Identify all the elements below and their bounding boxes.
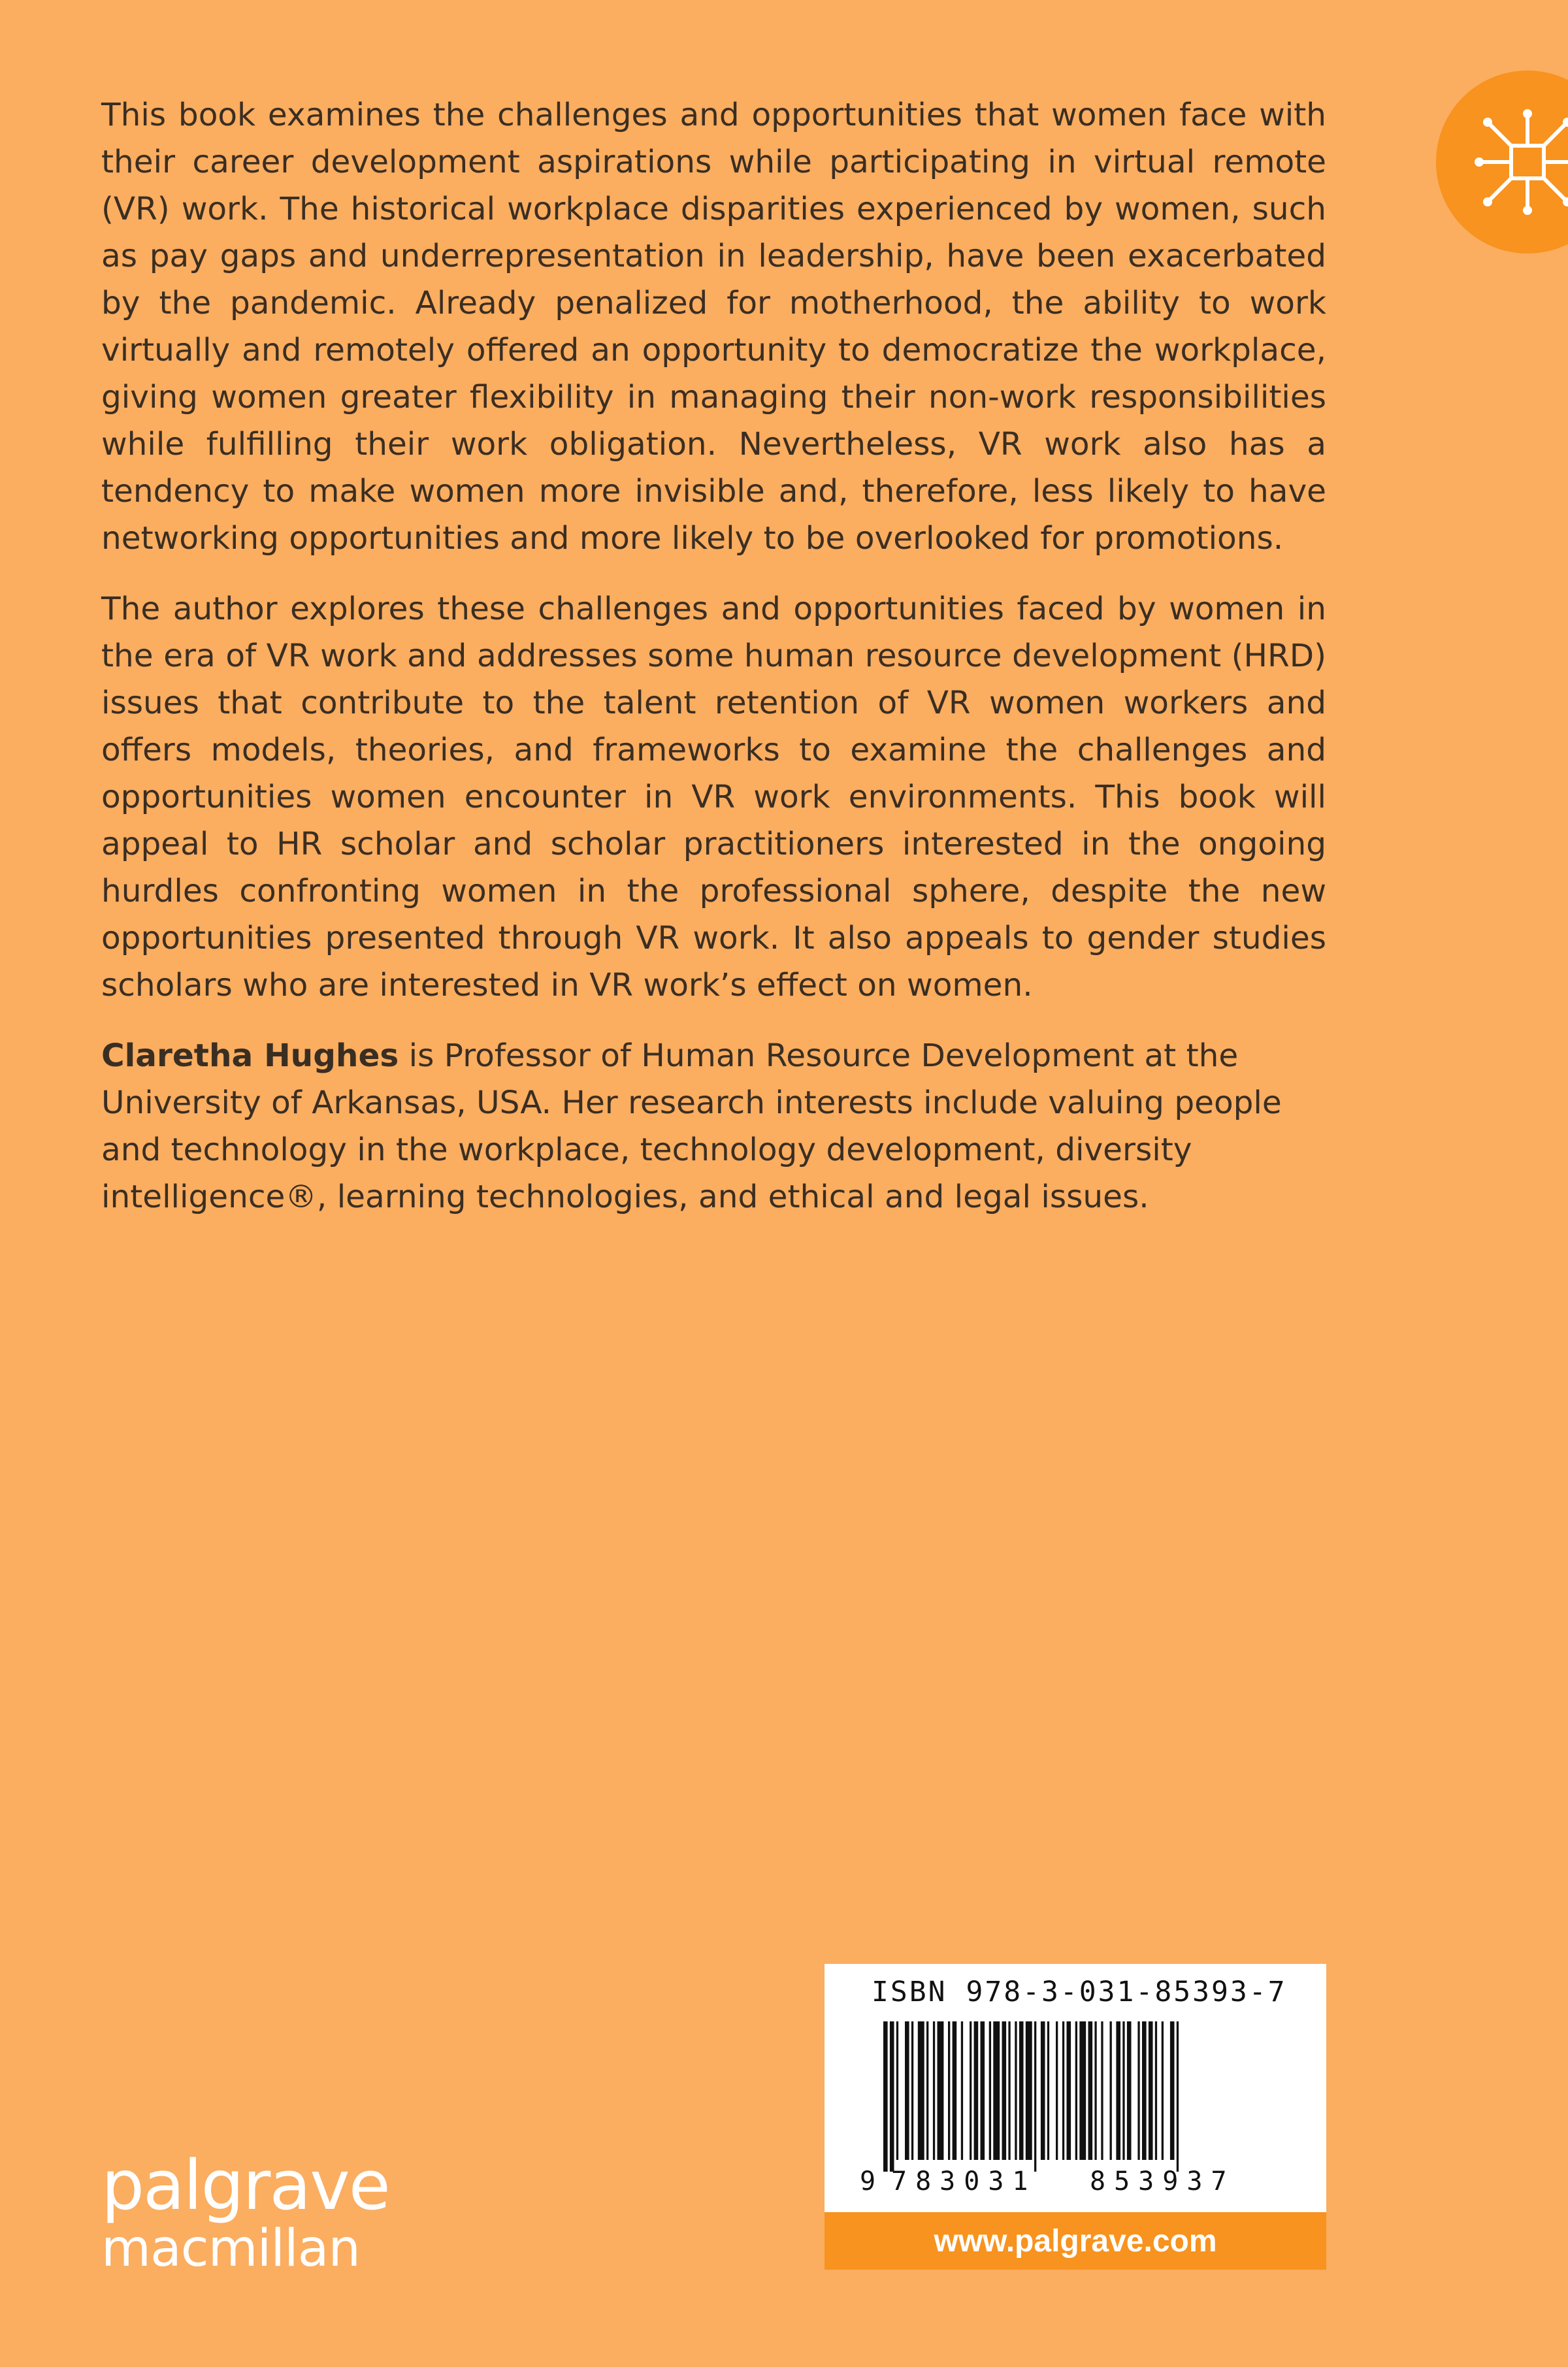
- barcode-right-digits: 853937: [1090, 2166, 1235, 2196]
- barcode-lead-digit: 9: [860, 2166, 876, 2196]
- author-bio-paragraph: [101, 1032, 1326, 1220]
- barcode-bar: [1149, 2021, 1153, 2160]
- back-cover-blurb: [101, 91, 1326, 1244]
- logo-line-palgrave: palgrave: [101, 2146, 389, 2225]
- barcode-bar: [926, 2021, 928, 2160]
- barcode-bar: [1047, 2021, 1049, 2160]
- barcode-bar: [974, 2021, 979, 2160]
- barcode-bar: [1041, 2021, 1045, 2160]
- barcode-bar: [896, 2021, 898, 2160]
- barcode-bar: [1067, 2021, 1071, 2160]
- barcode-graphic: [851, 2021, 1301, 2198]
- barcode-bar: [1137, 2021, 1139, 2160]
- blurb-paragraph-2: The author explores these challenges and opportunities faced by women in the era of VR work and addresses some human resource development (HRD) issues that contribute to the talent retention of VR women workers and offers models, theories, and frameworks to examine the challenges and opportunities women encounter in VR work environments. This book will appeal to HR scholar and scholar practitioners interested in the ongoing hurdles confronting women in the professional sphere, despite the new opportunities presented through VR work. It also appeals to gender studies scholars who are interested in VR work’s effect on women.: [101, 591, 1326, 1004]
- barcode-bar: [1075, 2021, 1077, 2160]
- barcode-bar: [1008, 2021, 1010, 2160]
- barcode-bar: [970, 2021, 972, 2160]
- barcode-bar: [890, 2021, 894, 2172]
- barcode-bar: [1056, 2021, 1058, 2160]
- barcode-bar: [1002, 2021, 1007, 2160]
- barcode-bar: [918, 2021, 924, 2160]
- barcode-bar: [1034, 2021, 1036, 2172]
- barcode-bar: [989, 2021, 991, 2160]
- barcode-bar: [993, 2021, 1000, 2160]
- barcode-bar: [1110, 2021, 1112, 2160]
- barcode-bar: [911, 2021, 913, 2160]
- publisher-url: www.palgrave.com: [934, 2223, 1217, 2259]
- barcode-bar: [1155, 2021, 1157, 2160]
- author-bio: is Professor of Human Resource Development at the University of Arkansas, USA. Her research interests include valuing people and technology in the workplace, technology development, diversity intelligence®, learning technologies, and ethical and legal issues.: [101, 1037, 1282, 1215]
- barcode-bar: [953, 2021, 957, 2160]
- barcode-bar: [948, 2021, 950, 2160]
- barcode-bar: [938, 2021, 944, 2160]
- barcode-bar: [961, 2021, 963, 2160]
- circuit-icon: [1470, 105, 1568, 220]
- barcode-bar: [1015, 2021, 1017, 2160]
- publisher-url-bar: [825, 2212, 1326, 2270]
- barcode-bar: [1122, 2021, 1124, 2160]
- barcode-bar: [1142, 2021, 1147, 2160]
- barcode-bar: [905, 2021, 909, 2160]
- barcode-bar: [1170, 2021, 1175, 2160]
- author-name: Claretha Hughes: [101, 1037, 399, 1074]
- barcode-bar: [1101, 2021, 1103, 2160]
- barcode-bar: [1162, 2021, 1164, 2160]
- barcode-left-digits: 783031: [891, 2166, 1037, 2196]
- barcode-bar: [883, 2021, 888, 2172]
- barcode-bar: [981, 2021, 985, 2160]
- barcode-bar: [1026, 2021, 1032, 2160]
- barcode-bar: [1116, 2021, 1120, 2160]
- barcode-bar: [1127, 2021, 1132, 2160]
- barcode-bar: [1019, 2021, 1024, 2160]
- corner-badge: [1436, 71, 1568, 253]
- barcode-bar: [933, 2021, 935, 2160]
- barcode-bar: [1062, 2021, 1064, 2160]
- barcode-bar: [1079, 2021, 1086, 2160]
- barcode-bar: [1177, 2021, 1179, 2172]
- isbn-barcode-box: [825, 1964, 1326, 2212]
- blurb-paragraph-1: This book examines the challenges and opportunities that women face with their career development aspirations while participating in virtual remote (VR) work. The historical workplace disparities experienced by women, such as pay gaps and underrepresentation in leadership, have been exacerbated by the pandemic. Already penalized for motherhood, the ability to work virtually and remotely offered an opportunity to democratize the workplace, giving women greater flexibility in managing their non-work responsibilities while fulfilling their work obligation. Nevertheless, VR work also has a tendency to make women more invisible and, therefore, less likely to have networking opportunities and more likely to be overlooked for promotions.: [101, 97, 1326, 557]
- barcode-bar: [1088, 2021, 1093, 2160]
- logo-line-macmillan: macmillan: [101, 2219, 360, 2278]
- barcode-bar: [1094, 2021, 1096, 2160]
- isbn-label: ISBN 978-3-031-85393-7: [872, 1976, 1287, 2008]
- palgrave-macmillan-logo: [101, 2146, 389, 2278]
